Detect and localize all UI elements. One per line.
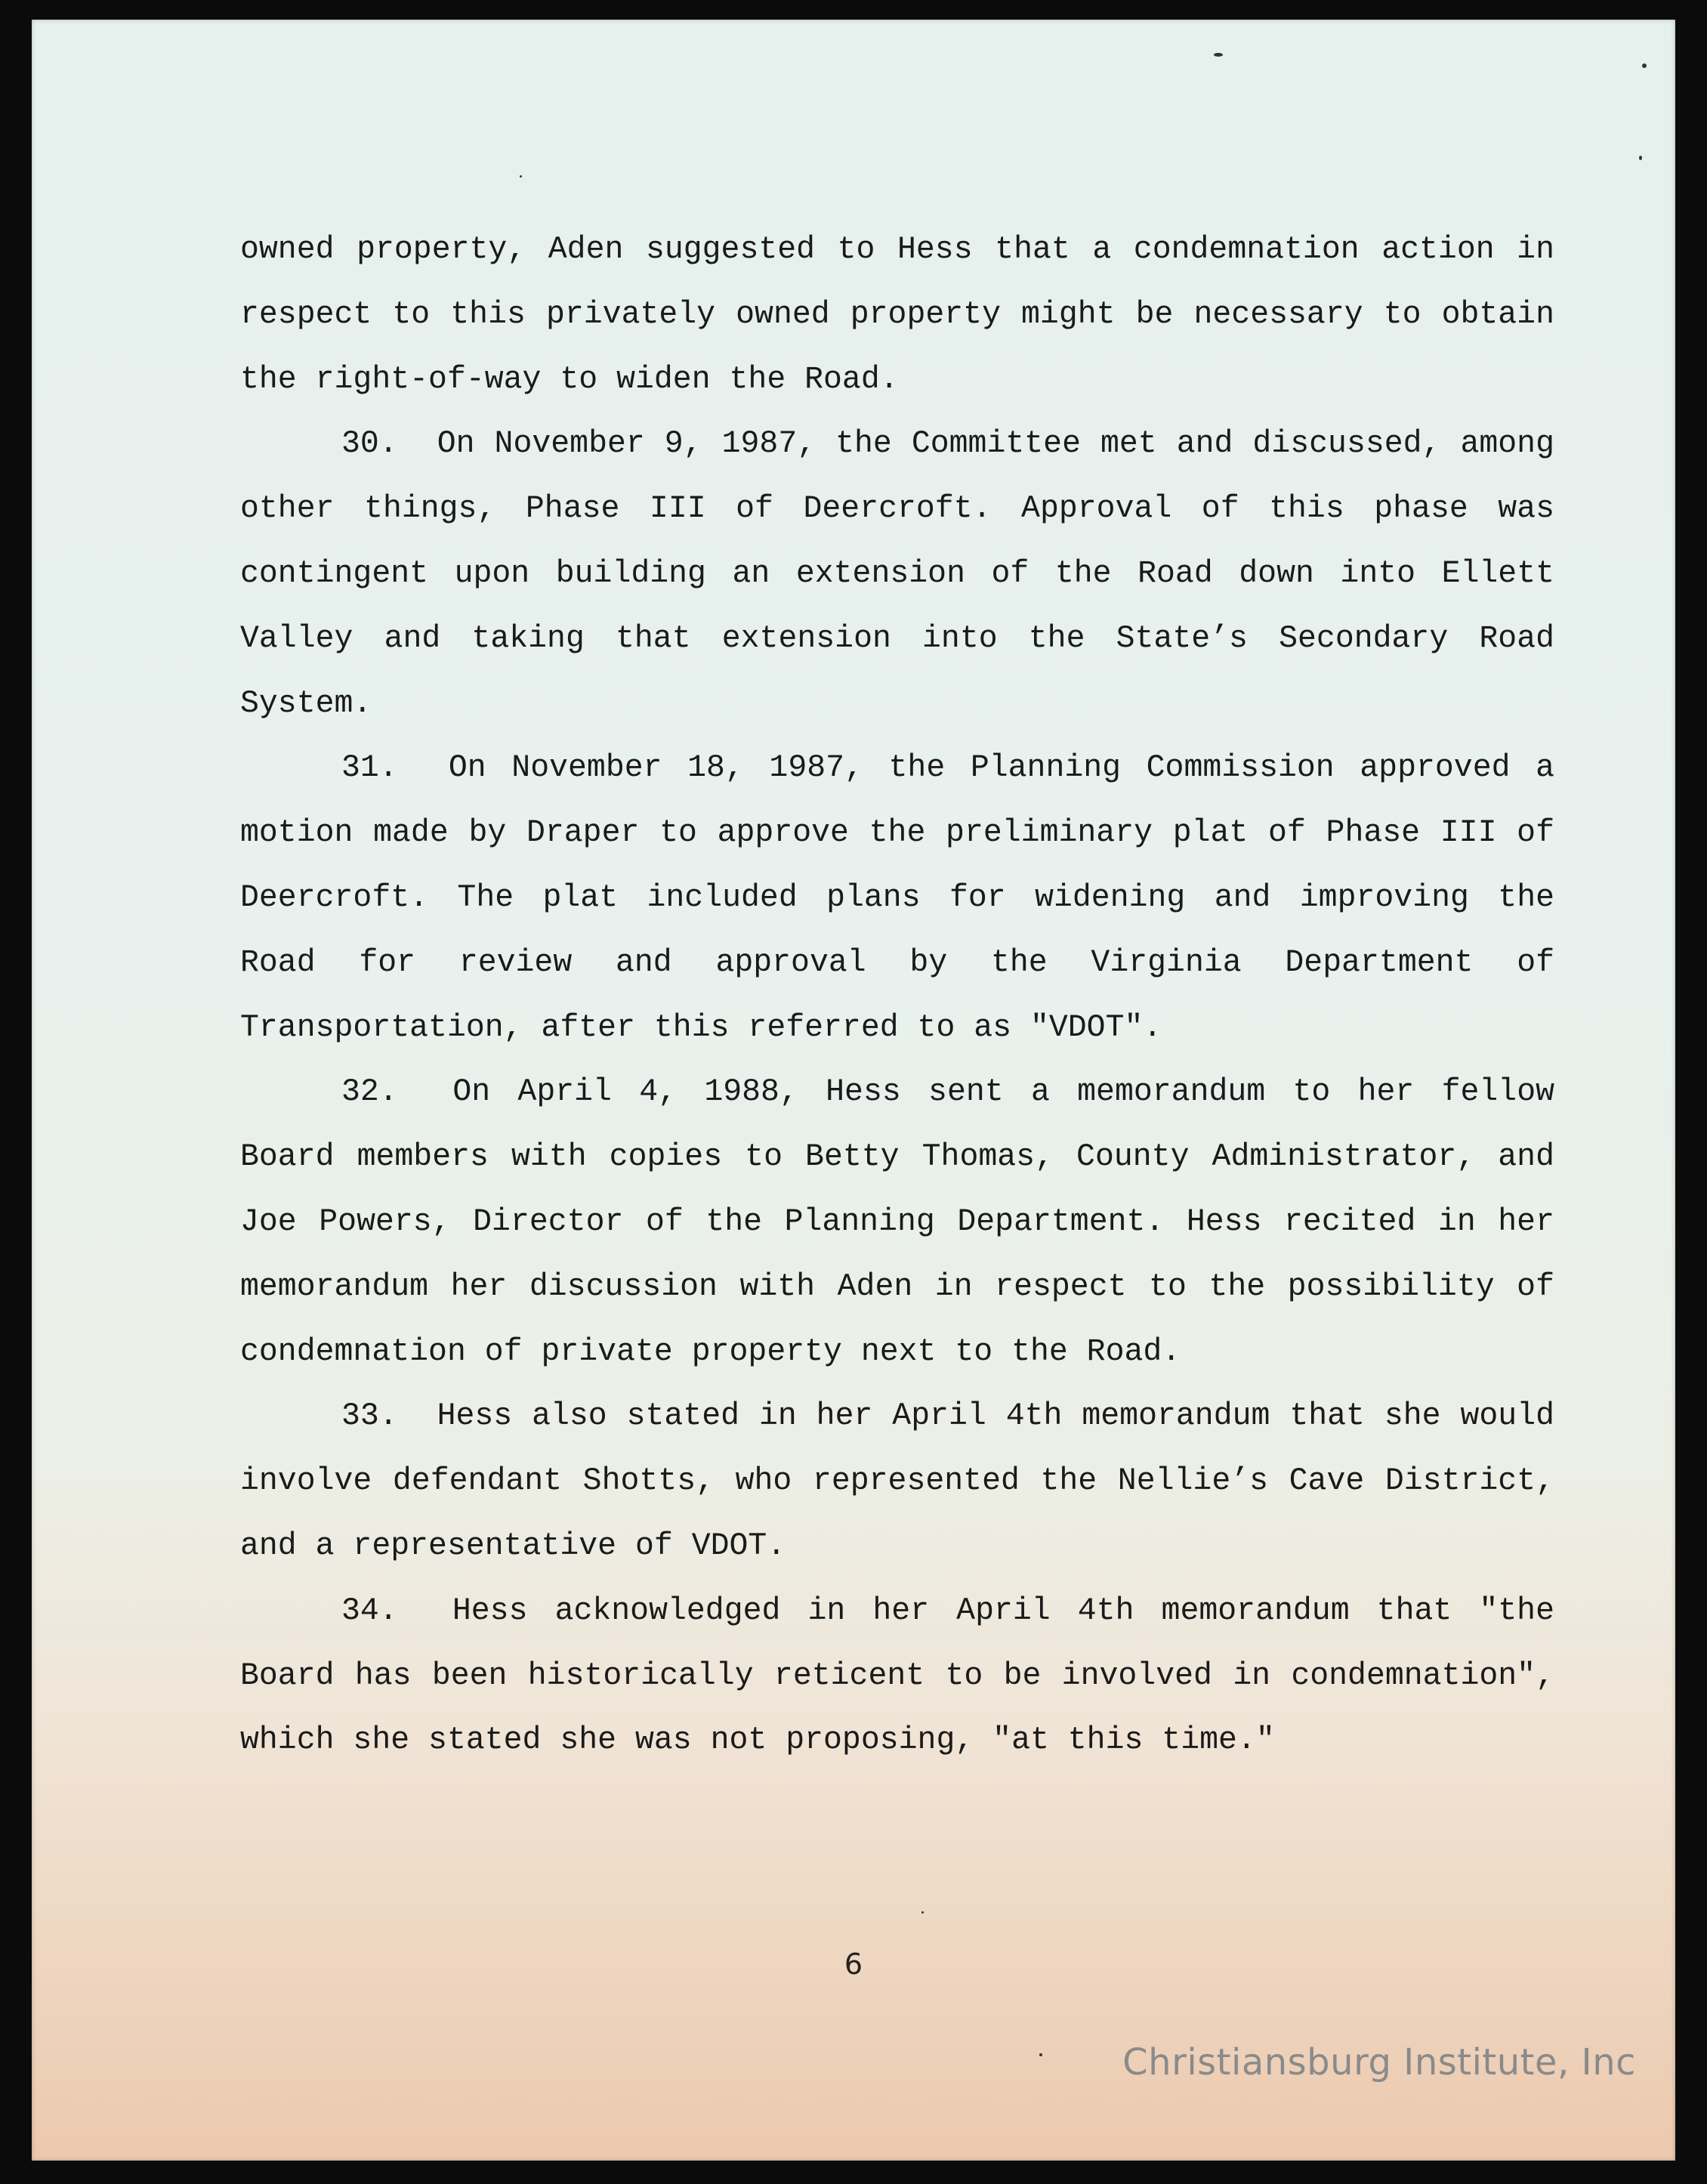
- paragraph-text: Hess acknowledged in her April 4th memorandum that "the Board has been historically reticent to be involved in condemnation", which she stated she was not proposing, "at this time.": [240, 1592, 1554, 1759]
- paragraph-33: [240, 1384, 1554, 1578]
- body-text: [240, 218, 1554, 1773]
- paragraph-text: On April 4, 1988, Hess sent a memorandum to her fellow Board members with copies to Betty Thomas, County Administrator, and Joe Powers, Director of the Planning Department. Hess recited in her memorandum her discussion with Aden in respect to the possibility of condemnation of private property next to the Road.: [240, 1074, 1554, 1370]
- paragraph-32: [240, 1060, 1554, 1384]
- scan-speck: [1642, 63, 1647, 68]
- paragraph-continuation: [240, 218, 1554, 412]
- paragraph-number: 34.: [341, 1592, 398, 1629]
- paragraph-number: 30.: [341, 426, 398, 462]
- paragraph-30: [240, 412, 1554, 736]
- paragraph-34: [240, 1579, 1554, 1773]
- paragraph-number: 31.: [341, 750, 398, 786]
- watermark: Christiansburg Institute, Inc: [1122, 2041, 1636, 2084]
- page-number: 6: [844, 1948, 863, 1981]
- scan-speck: [1214, 53, 1223, 57]
- document-page: [32, 20, 1675, 2161]
- paragraph-number: 32.: [341, 1074, 398, 1111]
- scan-speck: [520, 175, 522, 178]
- paragraph-31: [240, 736, 1554, 1060]
- scan-speck: [921, 1911, 924, 1914]
- scan-speck: [1039, 2053, 1042, 2056]
- paragraph-text: Hess also stated in her April 4th memorandum that she would involve defendant Shotts, who represented the Nellie’s Cave District, and a representative of VDOT.: [240, 1398, 1555, 1564]
- paragraph-text: On November 18, 1987, the Planning Commission approved a motion made by Draper to approve the preliminary plat of Phase III of Deercroft. The plat included plans for widening and improving the Road for review and approval by the Virginia Department of Transportation, after this referred to as "VDOT".: [240, 750, 1554, 1046]
- paragraph-text: owned property, Aden suggested to Hess that a condemnation action in respect to this privately owned property might be necessary to obtain the right-of-way to widen the Road.: [240, 232, 1554, 397]
- paragraph-text: On November 9, 1987, the Committee met and discussed, among other things, Phase III of Deercroft. Approval of this phase was contingent upon building an extension of the Road down into Ellett Valley and taking that extension into the State’s Secondary Road System.: [240, 426, 1554, 721]
- scan-speck: [1639, 156, 1642, 160]
- paragraph-number: 33.: [341, 1398, 398, 1435]
